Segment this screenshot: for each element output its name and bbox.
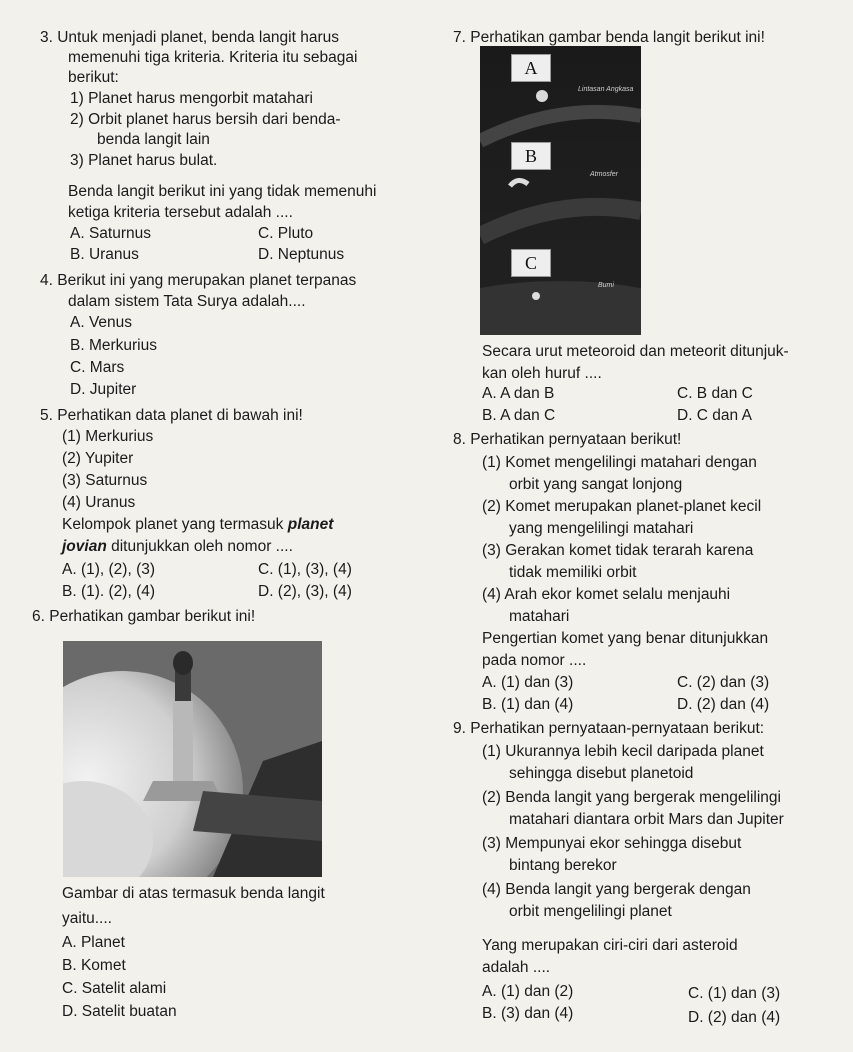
q5-option-b[interactable]: B. (1). (2), (4): [62, 583, 156, 600]
q4-stem-line-2: dalam sistem Tata Surya adalah....: [68, 293, 306, 310]
q3-stem-line-3: berikut:: [68, 69, 119, 86]
q5-question-line-1: [62, 515, 333, 535]
q9-option-a[interactable]: A. (1) dan (2): [482, 983, 574, 1000]
rocket-launch-photo: [63, 641, 322, 877]
q9-question-line-1: Yang merupakan ciri-ciri dari asteroid: [482, 937, 738, 954]
q3-option-c[interactable]: C. Pluto: [258, 225, 314, 242]
q5-question-emphasis-jovian: jovian: [62, 538, 107, 555]
meteor-streak: [510, 180, 528, 186]
q3-option-b[interactable]: B. Uranus: [70, 246, 139, 263]
q8-option-d[interactable]: D. (2) dan (4): [677, 696, 770, 713]
q4-option-c[interactable]: C. Mars: [70, 359, 125, 376]
q9-statement-4-cont: orbit mengelilingi planet: [509, 903, 672, 920]
figure-label-b: B: [511, 142, 551, 170]
meteorite-dot: [532, 292, 540, 300]
q3-question-line-2: ketiga kriteria tersebut adalah ....: [68, 204, 293, 221]
q3-stem-line-1: 3. Untuk menjadi planet, benda langit harus: [40, 29, 340, 46]
q7-option-d[interactable]: D. C dan A: [677, 407, 752, 424]
q5-item-4: (4) Uranus: [62, 494, 136, 511]
q9-statement-2-cont: matahari diantara orbit Mars dan Jupiter: [509, 811, 784, 828]
meteoroid-dot: [536, 90, 548, 102]
q5-question-emphasis: planet: [287, 516, 334, 533]
q5-item-3: (3) Saturnus: [62, 472, 148, 489]
q8-option-a[interactable]: A. (1) dan (3): [482, 674, 574, 691]
q9-option-d[interactable]: D. (2) dan (4): [688, 1009, 781, 1026]
q5-question-line-2: [62, 537, 293, 557]
q8-option-c[interactable]: C. (2) dan (3): [677, 674, 770, 691]
figure-caption-a: Lintasan Angkasa: [578, 86, 634, 93]
q9-statement-3: (3) Mempunyai ekor sehingga disebut: [482, 835, 742, 852]
q3-option-d[interactable]: D. Neptunus: [258, 246, 345, 263]
q3-stem-line-2: memenuhi tiga kriteria. Kriteria itu sebagai: [68, 49, 358, 66]
q7-question-line-1: Secara urut meteoroid dan meteorit ditunjuk-: [482, 343, 789, 360]
q9-statement-4: (4) Benda langit yang bergerak dengan: [482, 881, 751, 898]
q4-option-d[interactable]: D. Jupiter: [70, 381, 137, 398]
meteor-diagram: [480, 46, 641, 335]
figure-label-a: A: [511, 54, 551, 82]
q8-statement-1: (1) Komet mengelilingi matahari dengan: [482, 454, 757, 471]
q8-question-line-1: Pengertian komet yang benar ditunjukkan: [482, 630, 769, 647]
q9-question-line-2: adalah ....: [482, 959, 551, 976]
q8-statement-2-cont: yang mengelilingi matahari: [509, 520, 694, 537]
q7-question-line-2: kan oleh huruf ....: [482, 365, 602, 382]
q3-option-a[interactable]: A. Saturnus: [70, 225, 151, 242]
q5-stem: 5. Perhatikan data planet di bawah ini!: [40, 407, 303, 424]
q8-statement-4: (4) Arah ekor komet selalu menjauhi: [482, 586, 731, 603]
q8-stem: 8. Perhatikan pernyataan berikut!: [453, 431, 682, 448]
q8-question-line-2: pada nomor ....: [482, 652, 587, 669]
q6-question-line-1: Gambar di atas termasuk benda langit: [62, 885, 325, 902]
q5-item-2: (2) Yupiter: [62, 450, 134, 467]
q7-option-a[interactable]: A. A dan B: [482, 385, 555, 402]
q8-statement-4-cont: matahari: [509, 608, 570, 625]
q9-statement-2: (2) Benda langit yang bergerak mengelilingi: [482, 789, 781, 806]
q8-statement-1-cont: orbit yang sangat lonjong: [509, 476, 683, 493]
q4-stem-line-1: 4. Berikut ini yang merupakan planet terpanas: [40, 272, 357, 289]
q7-option-c[interactable]: C. B dan C: [677, 385, 753, 402]
q6-option-a[interactable]: A. Planet: [62, 934, 125, 951]
q3-criterion-2: 2) Orbit planet harus bersih dari benda-: [70, 111, 341, 128]
q9-statement-3-cont: bintang berekor: [509, 857, 617, 874]
q6-option-d[interactable]: D. Satelit buatan: [62, 1003, 177, 1020]
q6-option-b[interactable]: B. Komet: [62, 957, 126, 974]
q3-question-line-1: Benda langit berikut ini yang tidak memenuhi: [68, 183, 377, 200]
q6-stem: 6. Perhatikan gambar berikut ini!: [32, 608, 256, 625]
q9-statement-1-cont: sehingga disebut planetoid: [509, 765, 694, 782]
q8-option-b[interactable]: B. (1) dan (4): [482, 696, 574, 713]
q3-criterion-1: 1) Planet harus mengorbit matahari: [70, 90, 313, 107]
q4-option-a[interactable]: A. Venus: [70, 314, 133, 331]
figure-caption-c: Bumi: [598, 282, 614, 289]
q8-statement-2: (2) Komet merupakan planet-planet kecil: [482, 498, 762, 515]
q7-option-b[interactable]: B. A dan C: [482, 407, 556, 424]
q9-option-b[interactable]: B. (3) dan (4): [482, 1005, 574, 1022]
q8-statement-3-cont: tidak memiliki orbit: [509, 564, 637, 581]
q7-stem: 7. Perhatikan gambar benda langit berikut ini!: [453, 29, 765, 46]
q8-statement-3: (3) Gerakan komet tidak terarah karena: [482, 542, 754, 559]
q5-question-text: Kelompok planet yang termasuk: [62, 516, 288, 533]
q3-criterion-2-cont: benda langit lain: [97, 131, 210, 148]
figure-caption-b: Atmosfer: [590, 171, 619, 178]
figure-label-c: C: [511, 249, 551, 277]
q5-question-text-2: ditunjukkan oleh nomor ....: [106, 538, 293, 555]
q3-criterion-3: 3) Planet harus bulat.: [70, 152, 218, 169]
q6-question-line-2: yaitu....: [62, 910, 112, 927]
q9-option-c[interactable]: C. (1) dan (3): [688, 985, 781, 1002]
q5-option-c[interactable]: C. (1), (3), (4): [258, 561, 352, 578]
q5-option-d[interactable]: D. (2), (3), (4): [258, 583, 352, 600]
q9-statement-1: (1) Ukurannya lebih kecil daripada planet: [482, 743, 764, 760]
q9-stem: 9. Perhatikan pernyataan-pernyataan berikut:: [453, 720, 765, 737]
q4-option-b[interactable]: B. Merkurius: [70, 337, 157, 354]
q5-item-1: (1) Merkurius: [62, 428, 154, 445]
q5-option-a[interactable]: A. (1), (2), (3): [62, 561, 156, 578]
q6-option-c[interactable]: C. Satelit alami: [62, 980, 167, 997]
